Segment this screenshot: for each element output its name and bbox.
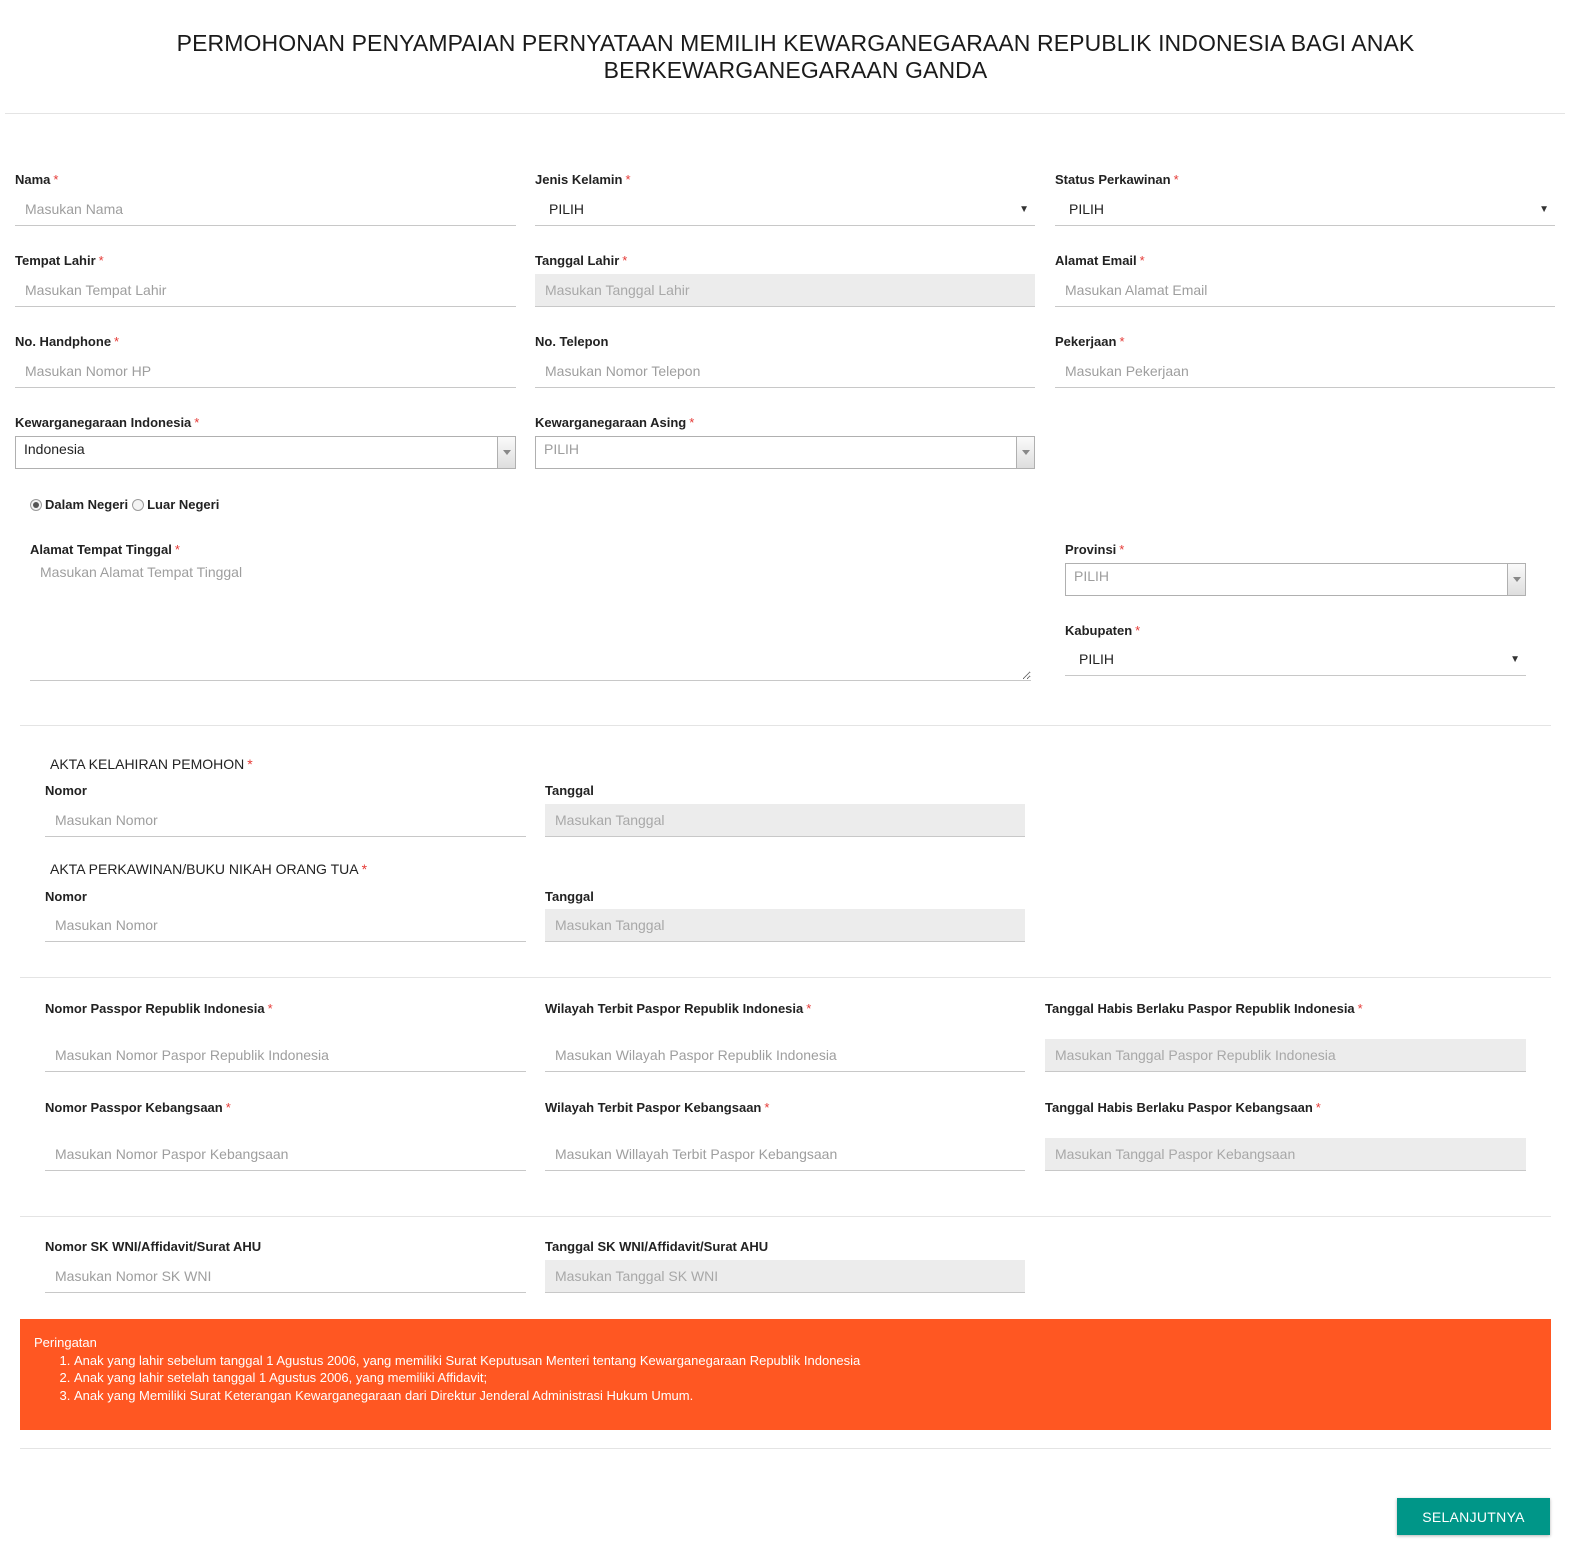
- alamat-label: Alamat Tempat Tinggal *: [30, 542, 180, 557]
- status-perkawinan-label: Status Perkawinan *: [1055, 172, 1179, 187]
- location-radio-group: [30, 497, 223, 512]
- akta-kelahiran-tanggal-input[interactable]: [545, 804, 1025, 837]
- warning-title: Peringatan: [34, 1335, 97, 1350]
- section-divider: [20, 1448, 1551, 1449]
- wilayah-paspor-kebangsaan-label: Wilayah Terbit Paspor Kebangsaan *: [545, 1100, 770, 1115]
- nama-label: Nama *: [15, 172, 59, 187]
- nomor-sk-label: Nomor SK WNI/Affidavit/Surat AHU: [45, 1239, 262, 1254]
- tempat-lahir-input[interactable]: [15, 274, 516, 307]
- wilayah-paspor-kebangsaan-input[interactable]: [545, 1138, 1025, 1171]
- page-title: [0, 30, 1591, 84]
- pekerjaan-input[interactable]: [1055, 355, 1555, 388]
- tanggal-lahir-label: Tanggal Lahir *: [535, 253, 628, 268]
- alamat-email-input[interactable]: [1055, 274, 1555, 307]
- provinsi-value: PILIH: [1074, 568, 1110, 584]
- nomor-sk-input[interactable]: [45, 1260, 526, 1293]
- warning-box: [20, 1319, 1551, 1430]
- tanggal-sk-label: Tanggal SK WNI/Affidavit/Surat AHU: [545, 1239, 769, 1254]
- jenis-kelamin-label: Jenis Kelamin *: [535, 172, 631, 187]
- caret-down-icon: ▼: [1019, 204, 1029, 215]
- caret-down-icon: ▼: [1539, 204, 1549, 215]
- akta-perkawinan-nomor-label: Nomor: [45, 889, 87, 904]
- tanggal-paspor-kebangsaan-input[interactable]: [1045, 1138, 1526, 1171]
- dropdown-arrow-icon[interactable]: [1016, 437, 1034, 468]
- alamat-textarea[interactable]: [30, 560, 1031, 681]
- next-button[interactable]: SELANJUTNYA: [1397, 1498, 1550, 1535]
- nomor-paspor-kebangsaan-label: Nomor Passpor Kebangsaan *: [45, 1100, 231, 1115]
- section-divider: [20, 725, 1551, 726]
- akta-perkawinan-tanggal-input[interactable]: [545, 909, 1025, 942]
- wilayah-paspor-ri-label: Wilayah Terbit Paspor Republik Indonesia *: [545, 1001, 812, 1016]
- akta-kelahiran-nomor-label: Nomor: [45, 783, 87, 798]
- caret-down-icon: ▼: [1510, 654, 1520, 665]
- kabupaten-select[interactable]: [1065, 643, 1526, 676]
- jenis-kelamin-value: PILIH: [549, 201, 585, 217]
- warning-item: 1. Anak yang lahir sebelum tanggal 1 Agustus 2006, yang memiliki Surat Keputusan Menteri tentang Kewarganegaraan Republik Indonesia: [74, 1352, 1537, 1370]
- dropdown-arrow-icon[interactable]: [1507, 564, 1525, 595]
- akta-perkawinan-heading: AKTA PERKAWINAN/BUKU NIKAH ORANG TUA *: [50, 861, 368, 877]
- radio-luar-negeri[interactable]: [132, 499, 144, 511]
- kabupaten-value: PILIH: [1079, 651, 1115, 667]
- kewarganegaraan-indonesia-value: Indonesia: [24, 441, 85, 457]
- dropdown-arrow-icon[interactable]: [497, 437, 515, 468]
- nama-input[interactable]: [15, 193, 516, 226]
- pekerjaan-label: Pekerjaan *: [1055, 334, 1125, 349]
- header-divider: [5, 113, 1565, 114]
- radio-luar-negeri-label[interactable]: Luar Negeri: [147, 497, 220, 512]
- warning-item: 2. Anak yang lahir setelah tanggal 1 Agustus 2006, yang memiliki Affidavit;: [74, 1369, 1537, 1387]
- tanggal-paspor-kebangsaan-label: Tanggal Habis Berlaku Paspor Kebangsaan *: [1045, 1100, 1321, 1115]
- tanggal-paspor-ri-label: Tanggal Habis Berlaku Paspor Republik Indonesia *: [1045, 1001, 1363, 1016]
- nomor-paspor-ri-input[interactable]: [45, 1039, 526, 1072]
- section-divider: [20, 1216, 1551, 1217]
- no-telepon-label: No. Telepon: [535, 334, 609, 349]
- provinsi-select[interactable]: [1065, 563, 1526, 596]
- akta-kelahiran-nomor-input[interactable]: [45, 804, 526, 837]
- radio-dalam-negeri[interactable]: [30, 499, 42, 511]
- kewarganegaraan-asing-select[interactable]: [535, 436, 1035, 469]
- kewarganegaraan-asing-value: PILIH: [544, 441, 580, 457]
- kewarganegaraan-asing-label: Kewarganegaraan Asing *: [535, 415, 695, 430]
- tempat-lahir-label: Tempat Lahir *: [15, 253, 104, 268]
- page-title-line-1: PERMOHONAN PENYAMPAIAN PERNYATAAN MEMILIH KEWARGANEGARAAN REPUBLIK INDONESIA BAGI ANAK: [176, 30, 1415, 56]
- jenis-kelamin-select[interactable]: [535, 193, 1035, 226]
- status-perkawinan-select[interactable]: [1055, 193, 1555, 226]
- warning-item: 3. Anak yang Memiliki Surat Keterangan Kewarganegaraan dari Direktur Jenderal Administrasi Hukum Umum.: [74, 1387, 1537, 1405]
- alamat-email-label: Alamat Email *: [1055, 253, 1145, 268]
- tanggal-sk-input[interactable]: [545, 1260, 1025, 1293]
- akta-kelahiran-heading: AKTA KELAHIRAN PEMOHON *: [50, 756, 253, 772]
- tanggal-lahir-input[interactable]: [535, 274, 1035, 307]
- akta-perkawinan-nomor-input[interactable]: [45, 909, 526, 942]
- kabupaten-label: Kabupaten *: [1065, 623, 1141, 638]
- wilayah-paspor-ri-input[interactable]: [545, 1039, 1025, 1072]
- warning-list: [74, 1352, 1537, 1405]
- akta-perkawinan-tanggal-label: Tanggal: [545, 889, 594, 904]
- provinsi-label: Provinsi *: [1065, 542, 1125, 557]
- section-divider: [20, 977, 1551, 978]
- akta-kelahiran-tanggal-label: Tanggal: [545, 783, 594, 798]
- nomor-paspor-kebangsaan-input[interactable]: [45, 1138, 526, 1171]
- no-handphone-label: No. Handphone *: [15, 334, 120, 349]
- radio-dalam-negeri-label[interactable]: Dalam Negeri: [45, 497, 129, 512]
- tanggal-paspor-ri-input[interactable]: [1045, 1039, 1526, 1072]
- page-title-line-2: BERKEWARGANEGARAAN GANDA: [603, 57, 988, 83]
- status-perkawinan-value: PILIH: [1069, 201, 1105, 217]
- no-handphone-input[interactable]: [15, 355, 516, 388]
- nomor-paspor-ri-label: Nomor Passpor Republik Indonesia *: [45, 1001, 273, 1016]
- kewarganegaraan-indonesia-label: Kewarganegaraan Indonesia *: [15, 415, 200, 430]
- kewarganegaraan-indonesia-select[interactable]: [15, 436, 516, 469]
- no-telepon-input[interactable]: [535, 355, 1035, 388]
